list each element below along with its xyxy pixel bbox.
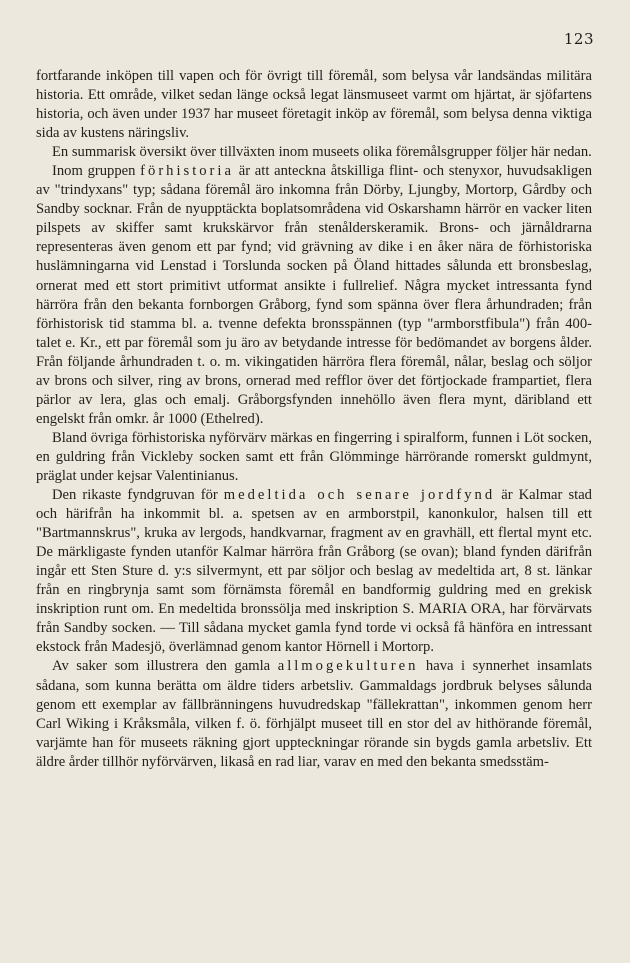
- paragraph: [36, 657, 592, 771]
- paragraph: [36, 429, 592, 486]
- spaced-term: medeltida och senare jordfynd: [223, 487, 496, 504]
- paragraph: [36, 486, 592, 657]
- text-segment: fortfarande inköpen till vapen och för övrigt till föremål, som belysa vår landsändas militära historia. Ett område, vilket sedan länge också legat länsmuseet varmt om hjärtat, är sjöfartens historia, och även under 1937 har museet företagit inköp av föremål, som belysa denna viktiga sida av kustens näringsliv.: [36, 68, 592, 142]
- spaced-term: allmogekulturen: [277, 658, 419, 675]
- text-segment: Av saker som illustrera den gamla: [52, 658, 278, 675]
- page-number: 123: [563, 30, 594, 48]
- body-text: [36, 67, 592, 772]
- text-segment: Den rikaste fyndgruvan för: [52, 487, 224, 504]
- text-segment: är att anteckna åtskilliga flint- och stenyxor, huvudsakligen av "trindyxans" typ; sådana föremål äro inkomna från Dörby, Ljungby, Mortorp, Gårdby och Sandby socknar. Från de nyupptäckta boplatsområdena vid Oskarshamn härrör en vacker liten pilspets av skiffer samt krukskärvor från stenålderskeramik. Brons- och järnåldrarna representeras även genom ett par fynd; vid grävning av dike i en åker nära de förhistoriska huslämningarna vid Lenstad i Torslunda socken på Öland hittades sålunda ett bronsbeslag, ornerat med ett stort primitivt utformat ansikte i fullrelief. Några mycket intressanta fynd härröra från den bekanta fornborgen Gråborg, fynd som spänna över flera århundraden; från förhistorisk tid stamma bl. a. tvenne defekta bronsspännen (typ "armborstfibula") från 400-talet e. Kr., ett par föremål som ju äro av betydande intresse för bedömandet av borgens ålder. Från följande århundraden t. o. m. vikingatiden härröra flera föremål, nålar, beslag och söljor av brons och silver, ring av brons, ornerad med refflor över det förtjockade frampartiet, flera pärlor av lera, glas och emalj. Gråborgsfynden innehöllo även flera mynt, däribland ett engelskt från omkr. år 1000 (Ethelred).: [36, 163, 592, 427]
- paragraph: [36, 67, 592, 143]
- text-segment: En summarisk översikt över tillväxten inom museets olika föremålsgrupper följer här nedan.: [52, 144, 592, 161]
- text-segment: hava i synnerhet insamlats sådana, som kunna berätta om äldre tiders arbetsliv. Gammaldags jordbruk belyses sålunda genom ett exemplar av fällbränningens huvudredskap "fällekrattan", inkommen genom herr Carl Wiking i Kråksmåla, vilken f. ö. förhjälpt museet till en stor del av hithörande föremål, varjämte han för museets räkning gjort uppteckningar rörande sin bygds gamla arbetsliv. Ett äldre årder tillhör nyförvärven, likaså en rad liar, varav en med den bekanta smedsstäm-: [36, 658, 592, 770]
- spaced-term: förhistoria: [140, 163, 234, 180]
- text-segment: Bland övriga förhistoriska nyförvärv märkas en fingerring i spiralform, funnen i Löt socken, en guldring från Vickleby socken samt ett från Glömminge härrörande romerskt guldmynt, präglat under kejsar Valentinianus.: [36, 429, 592, 484]
- text-segment: Inom gruppen: [52, 163, 141, 180]
- paragraph: [36, 143, 592, 162]
- paragraph: [36, 162, 592, 429]
- text-segment: är Kalmar stad och härifrån ha inkommit bl. a. spetsen av en armborstpil, kanonkulor, halsen till ett "Bartmannskrus", kruka av lergods, handkvarnar, fragment av en gravhäll, ett flertal mynt etc. De märkligaste fynden utanför Kalmar härröra från Gråborg (se ovan); bland fynden därifrån ingår ett Sten Sture d. y:s silvermynt, ett par söljor och beslag av medeltida art, 8 st. länkar från en ringbrynja samt som förnämsta föremål en bandformig guldring med en grekisk inskription runt om. En medeltida bronssölja med inskription S. MARIA ORA, har förvärvats från Sandby socken. — Till sådana mycket gamla fynd torde vi också få hänföra en intressant ekstock från Madesjö, överlämnad genom kantor Hörnell i Mortorp.: [36, 487, 592, 656]
